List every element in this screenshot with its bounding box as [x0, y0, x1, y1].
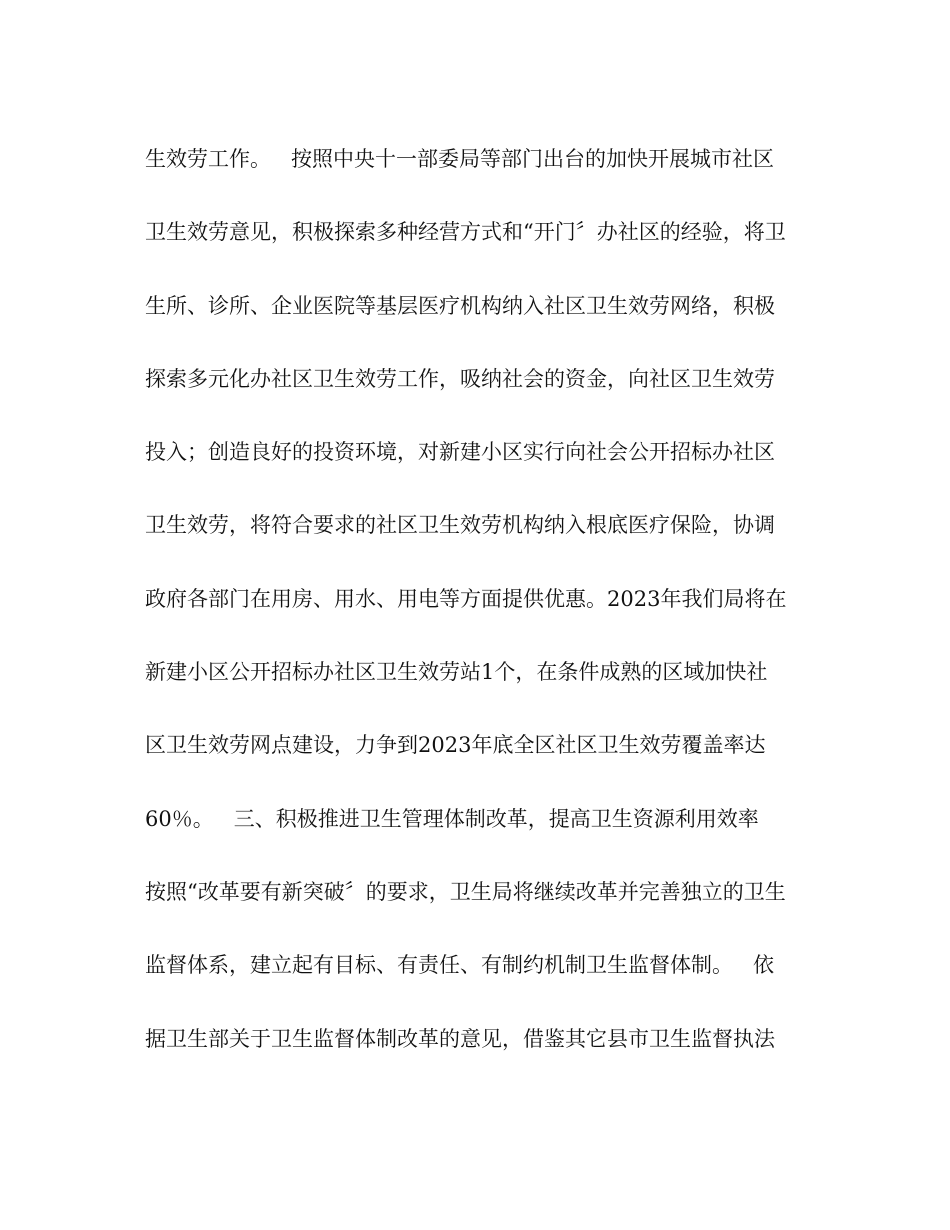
- text-line: 探索多元化办社区卫生效劳工作，吸纳社会的资金，向社区卫生效劳: [145, 366, 775, 391]
- text-line: 监督体系，建立起有目标、有责任、有制约机制卫生监督体制。 依: [145, 953, 775, 978]
- text-line: 政府各部门在用房、用水、用电等方面提供优惠。2023年我们局将在: [145, 586, 787, 611]
- text-line: 新建小区公开招标办社区卫生效劳站1个，在条件成熟的区域加快社: [145, 660, 768, 685]
- text-line: 区卫生效劳网点建设，力争到2023年底全区社区卫生效劳覆盖率达: [145, 733, 766, 758]
- text-line: 60％。 三、积极推进卫生管理体制改革，提高卫生资源利用效率: [145, 806, 759, 831]
- text-line: 投入；创造良好的投资环境，对新建小区实行向社会公开招标办社区: [145, 440, 775, 465]
- text-line: 生效劳工作。 按照中央十一部委局等部门出台的加快开展城市社区: [145, 147, 775, 171]
- text-line: 卫生效劳，将符合要求的社区卫生效劳机构纳入根底医疗保险，协调: [145, 513, 775, 538]
- text-line: 卫生效劳意见，积极探索多种经营方式和“开门〞办社区的经验，将卫: [145, 220, 786, 245]
- text-line: 生所、诊所、企业医院等基层医疗机构纳入社区卫生效劳网络，积极: [145, 293, 775, 318]
- text-line: 据卫生部关于卫生监督体制改革的意见，借鉴其它县市卫生监督执法: [145, 1026, 775, 1051]
- body-text: [145, 138, 825, 1091]
- text-line: 按照“改革要有新突破〞的要求，卫生局将继续改革并完善独立的卫生: [145, 879, 786, 904]
